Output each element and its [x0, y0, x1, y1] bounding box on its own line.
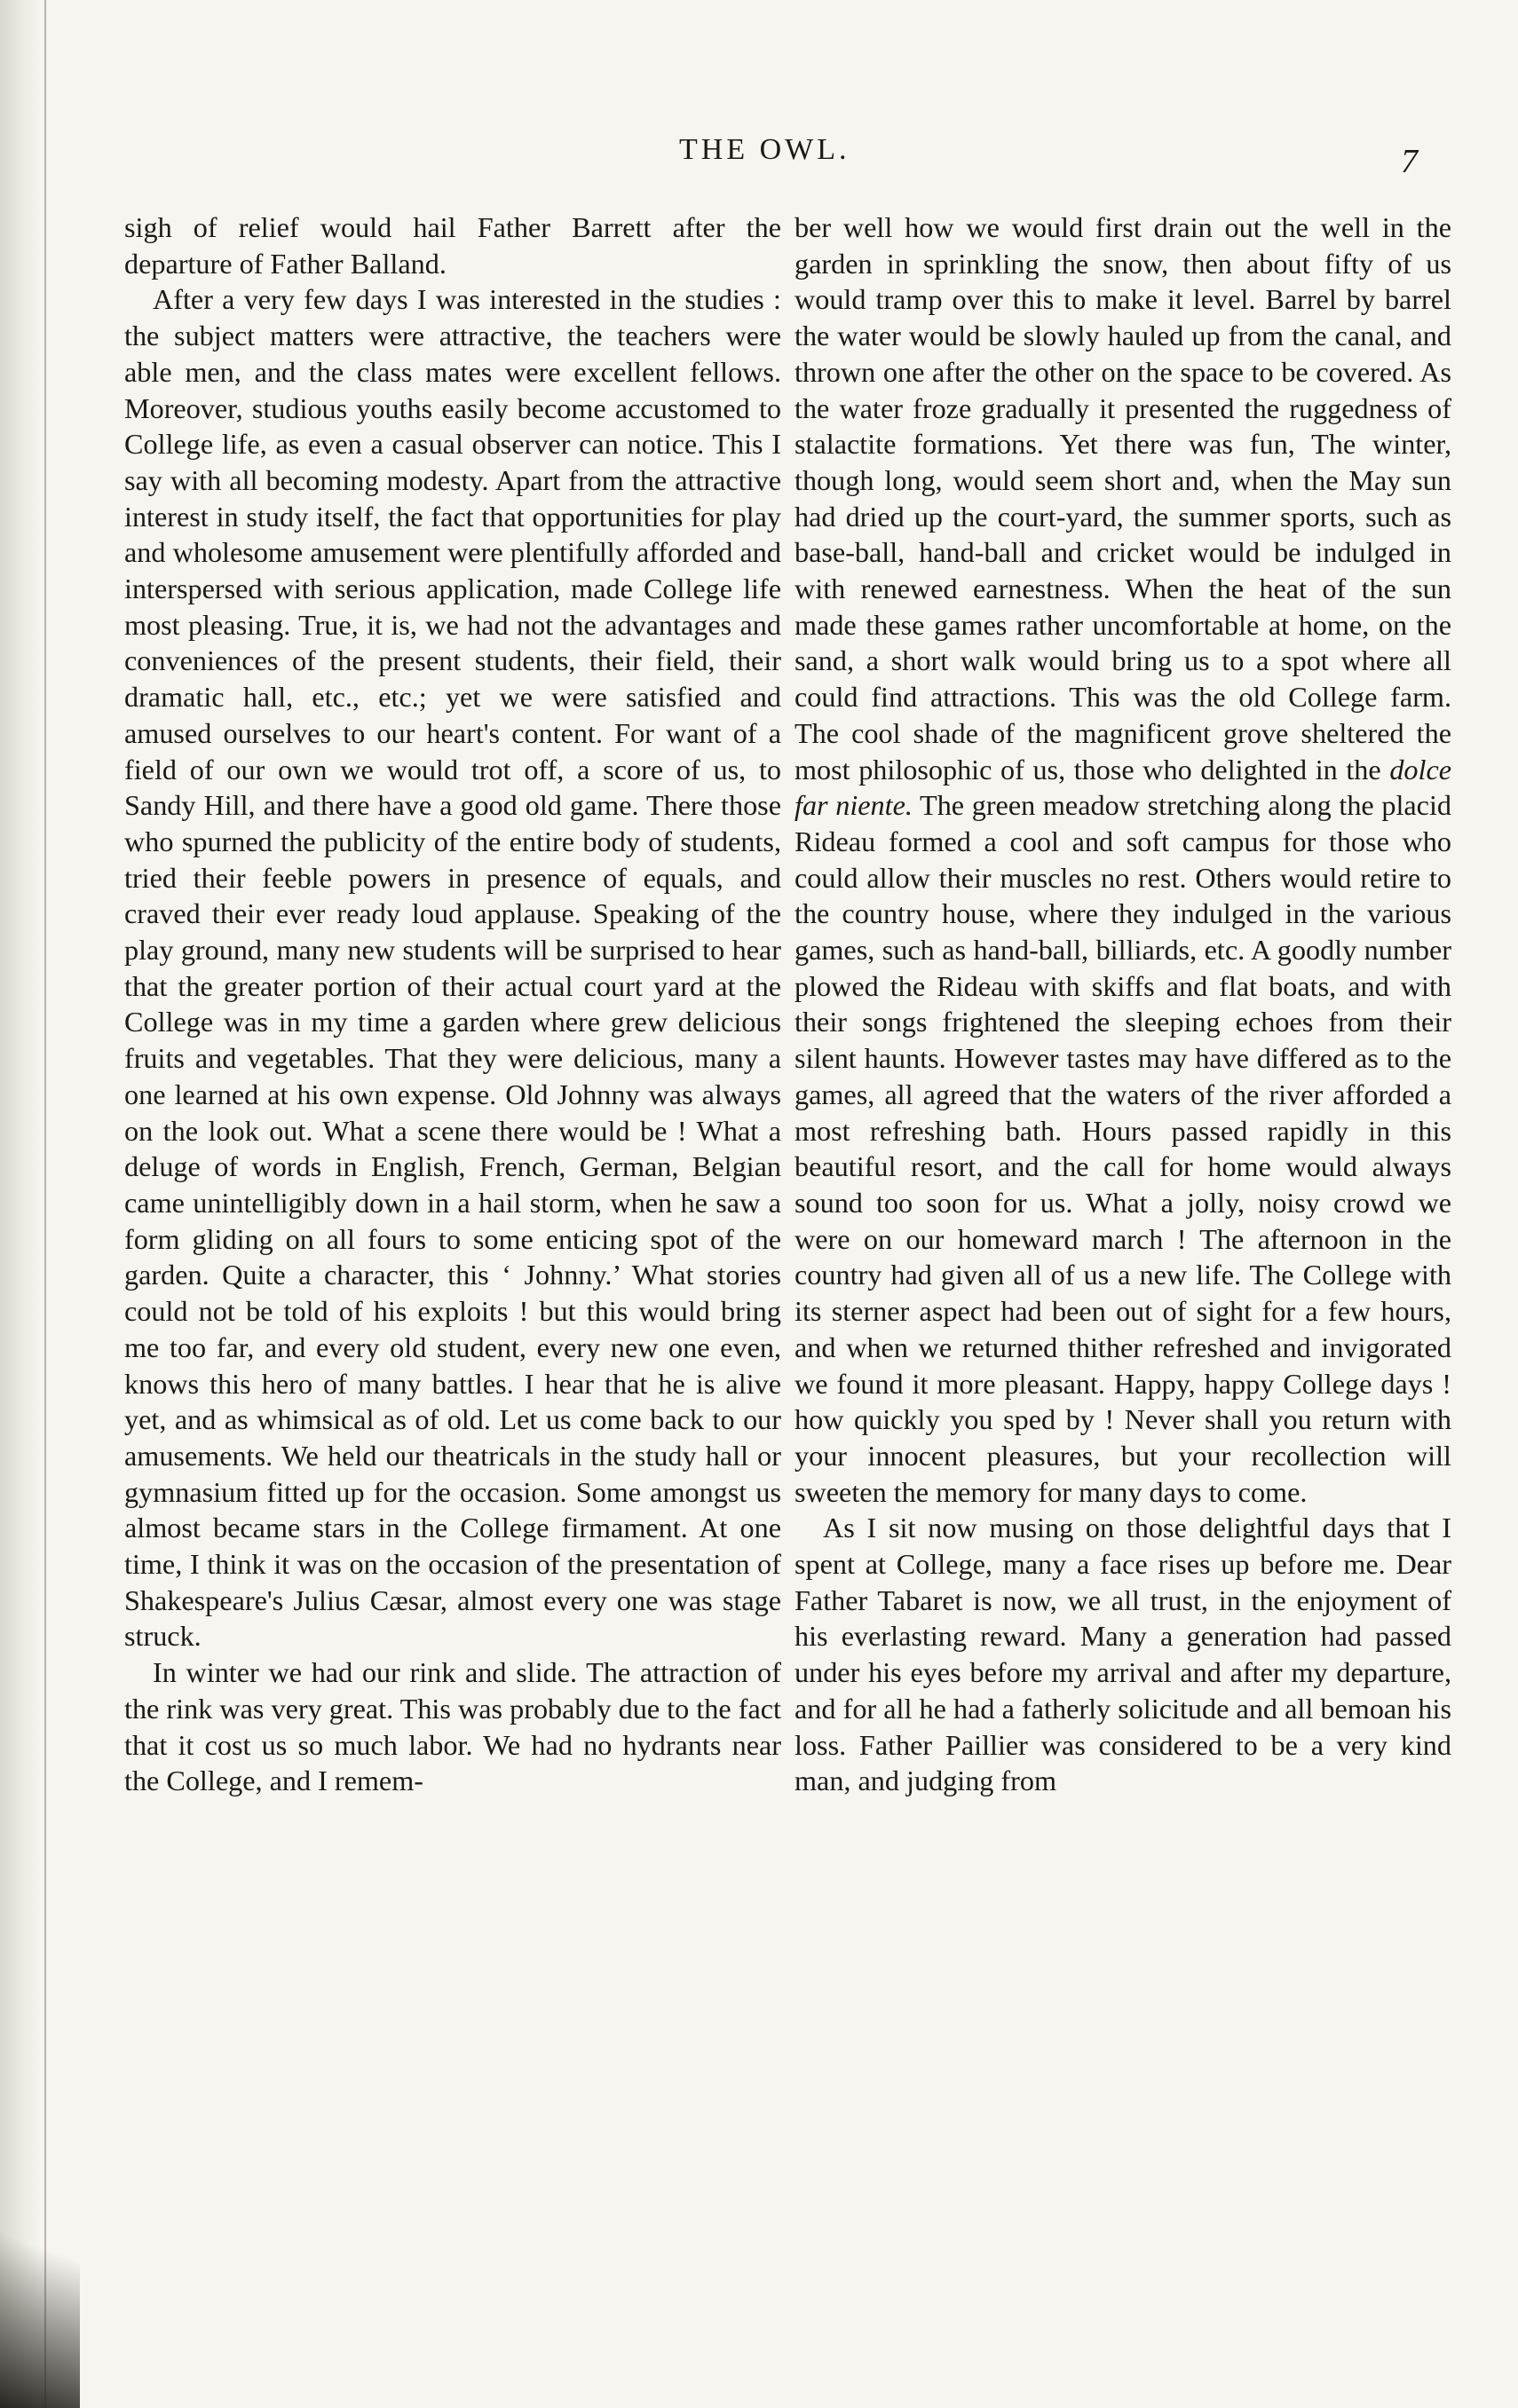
binding-shadow	[0, 0, 41, 2408]
italic-phrase: dolce far niente.	[795, 753, 1452, 822]
paragraph: In winter we had our rink and slide. The attraction of the rink was very great. This was probably due to the fact that it cost us so much labor. We had no hydrants near the College, and I remem-	[124, 1656, 781, 1797]
paragraph-text: ber well how we would first drain out the well in the garden in sprinkling the snow, then about fifty of us would tramp over this to make it level. Barrel by barrel the water would be slowly hauled up from the canal, and thrown one after the other on the space to be covered. As the water froze gradually it presented the ruggedness of stalactite formations. Yet there was fun, The winter, though long, would seem short and, when the May sun had dried up the court-yard, the summer sports, such as base-ball, hand-ball and cricket would be indulged in with renewed earnestness. When the heat of the sun made these games rather uncomfortable at home, on the sand, a short walk would bring us to a spot where all could find attractions. This was the old College farm. The cool shade of the magnificent grove sheltered the most philosophic of us, those who delighted in the	[795, 211, 1451, 786]
paragraph: As I sit now musing on those delightful days that I spent at College, many a face rises up before me. Dear Father Tabaret is now, we all trust, in the enjoyment of his everlasting reward. Many a generation had passed under his eyes before my arrival and after my departure, and for all he had a fatherly solicitude and all bemoan his loss. Father Paillier was considered to be a very kind man, and judging from	[795, 1512, 1451, 1797]
paragraph: sigh of relief would hail Father Barrett after the departure of Father Balland.	[124, 211, 781, 280]
page-edge-shadow	[0, 2186, 80, 2408]
binding-line	[44, 0, 46, 2408]
paragraph: After a very few days I was interested in the studies : the subject matters were attractive, the teachers were able men, and the class mates were excellent fellows. Moreover, studious youths easily become accustomed to College life, as even a casual observer can notice. This I say with all becoming modesty. Apart from the attractive interest in study itself, the fact that opportunities for play and wholesome amusement were plentifully afforded and interspersed with serious application, made College life most pleasing. True, it is, we had not the advantages and conveniences of the present students, their field, their dramatic hall, etc., etc.; yet we were satisfied and amused ourselves to our heart's content. For want of a field of our own we would trot off, a score of us, to Sandy Hill, and there have a good old game. There those who spurned the publicity of the entire body of students, tried their feeble powers in presence of equals, and craved their ever ready loud applause. Speaking of the play ground, many new students will be surprised to hear that the greater portion of their actual court yard at the College was in my time a garden where grew delicious fruits and vegetables. That they were delicious, many a one learned at his own expense. Old Johnny was always on the look out. What a scene there would be ! What a deluge of words in English, French, German, Belgian came unintelligibly down in a hail storm, when he saw a form gliding on all fours to some enticing spot of the garden. Quite a character, this ‘ Johnny.’ What stories could not be told of his exploits ! but this would bring me too far, and every old student, every new one even, knows this hero of many battles. I hear that he is alive yet, and as whimsical as of old. Let us come back to our amusements. We held our theatricals in the study hall or gymnasium fitted up for the occasion. Some amongst us almost became stars in the College firmament. At one time, I think it was on the occasion of the presentation of Shakespeare's Julius Cæsar, almost every one was stage struck.	[124, 283, 781, 1653]
paragraph-text: The green meadow stretching along the placid Rideau formed a cool and soft campus for those who could allow their muscles no rest. Others would retire to the country house, where they indulged in the various games, such as hand-ball, billiards, etc. A goodly number plowed the Rideau with skiffs and flat boats, and with their songs frightened the sleeping echoes from their silent haunts. However tastes may have differed as to the games, all agreed that the waters of the river afforded a most refreshing bath. Hours passed rapidly in this beautiful resort, and the call for home would always sound too soon for us. What a jolly, noisy crowd we were on our homeward march ! The afternoon in the country had given all of us a new life. The College with its sterner aspect had been out of sight for a few hours, and when we returned thither refreshed and invigorated we found it more pleasant. Happy, happy College days ! how quickly you sped by ! Never shall you return with your innocent pleasures, but your recollection will sweeten the memory for many days to come.	[795, 789, 1452, 1508]
paragraph	[795, 209, 1451, 1510]
right-column	[795, 209, 1451, 1799]
running-head: THE OWL.	[679, 133, 850, 166]
left-column	[124, 209, 781, 1799]
page-number: 7	[1401, 143, 1418, 180]
